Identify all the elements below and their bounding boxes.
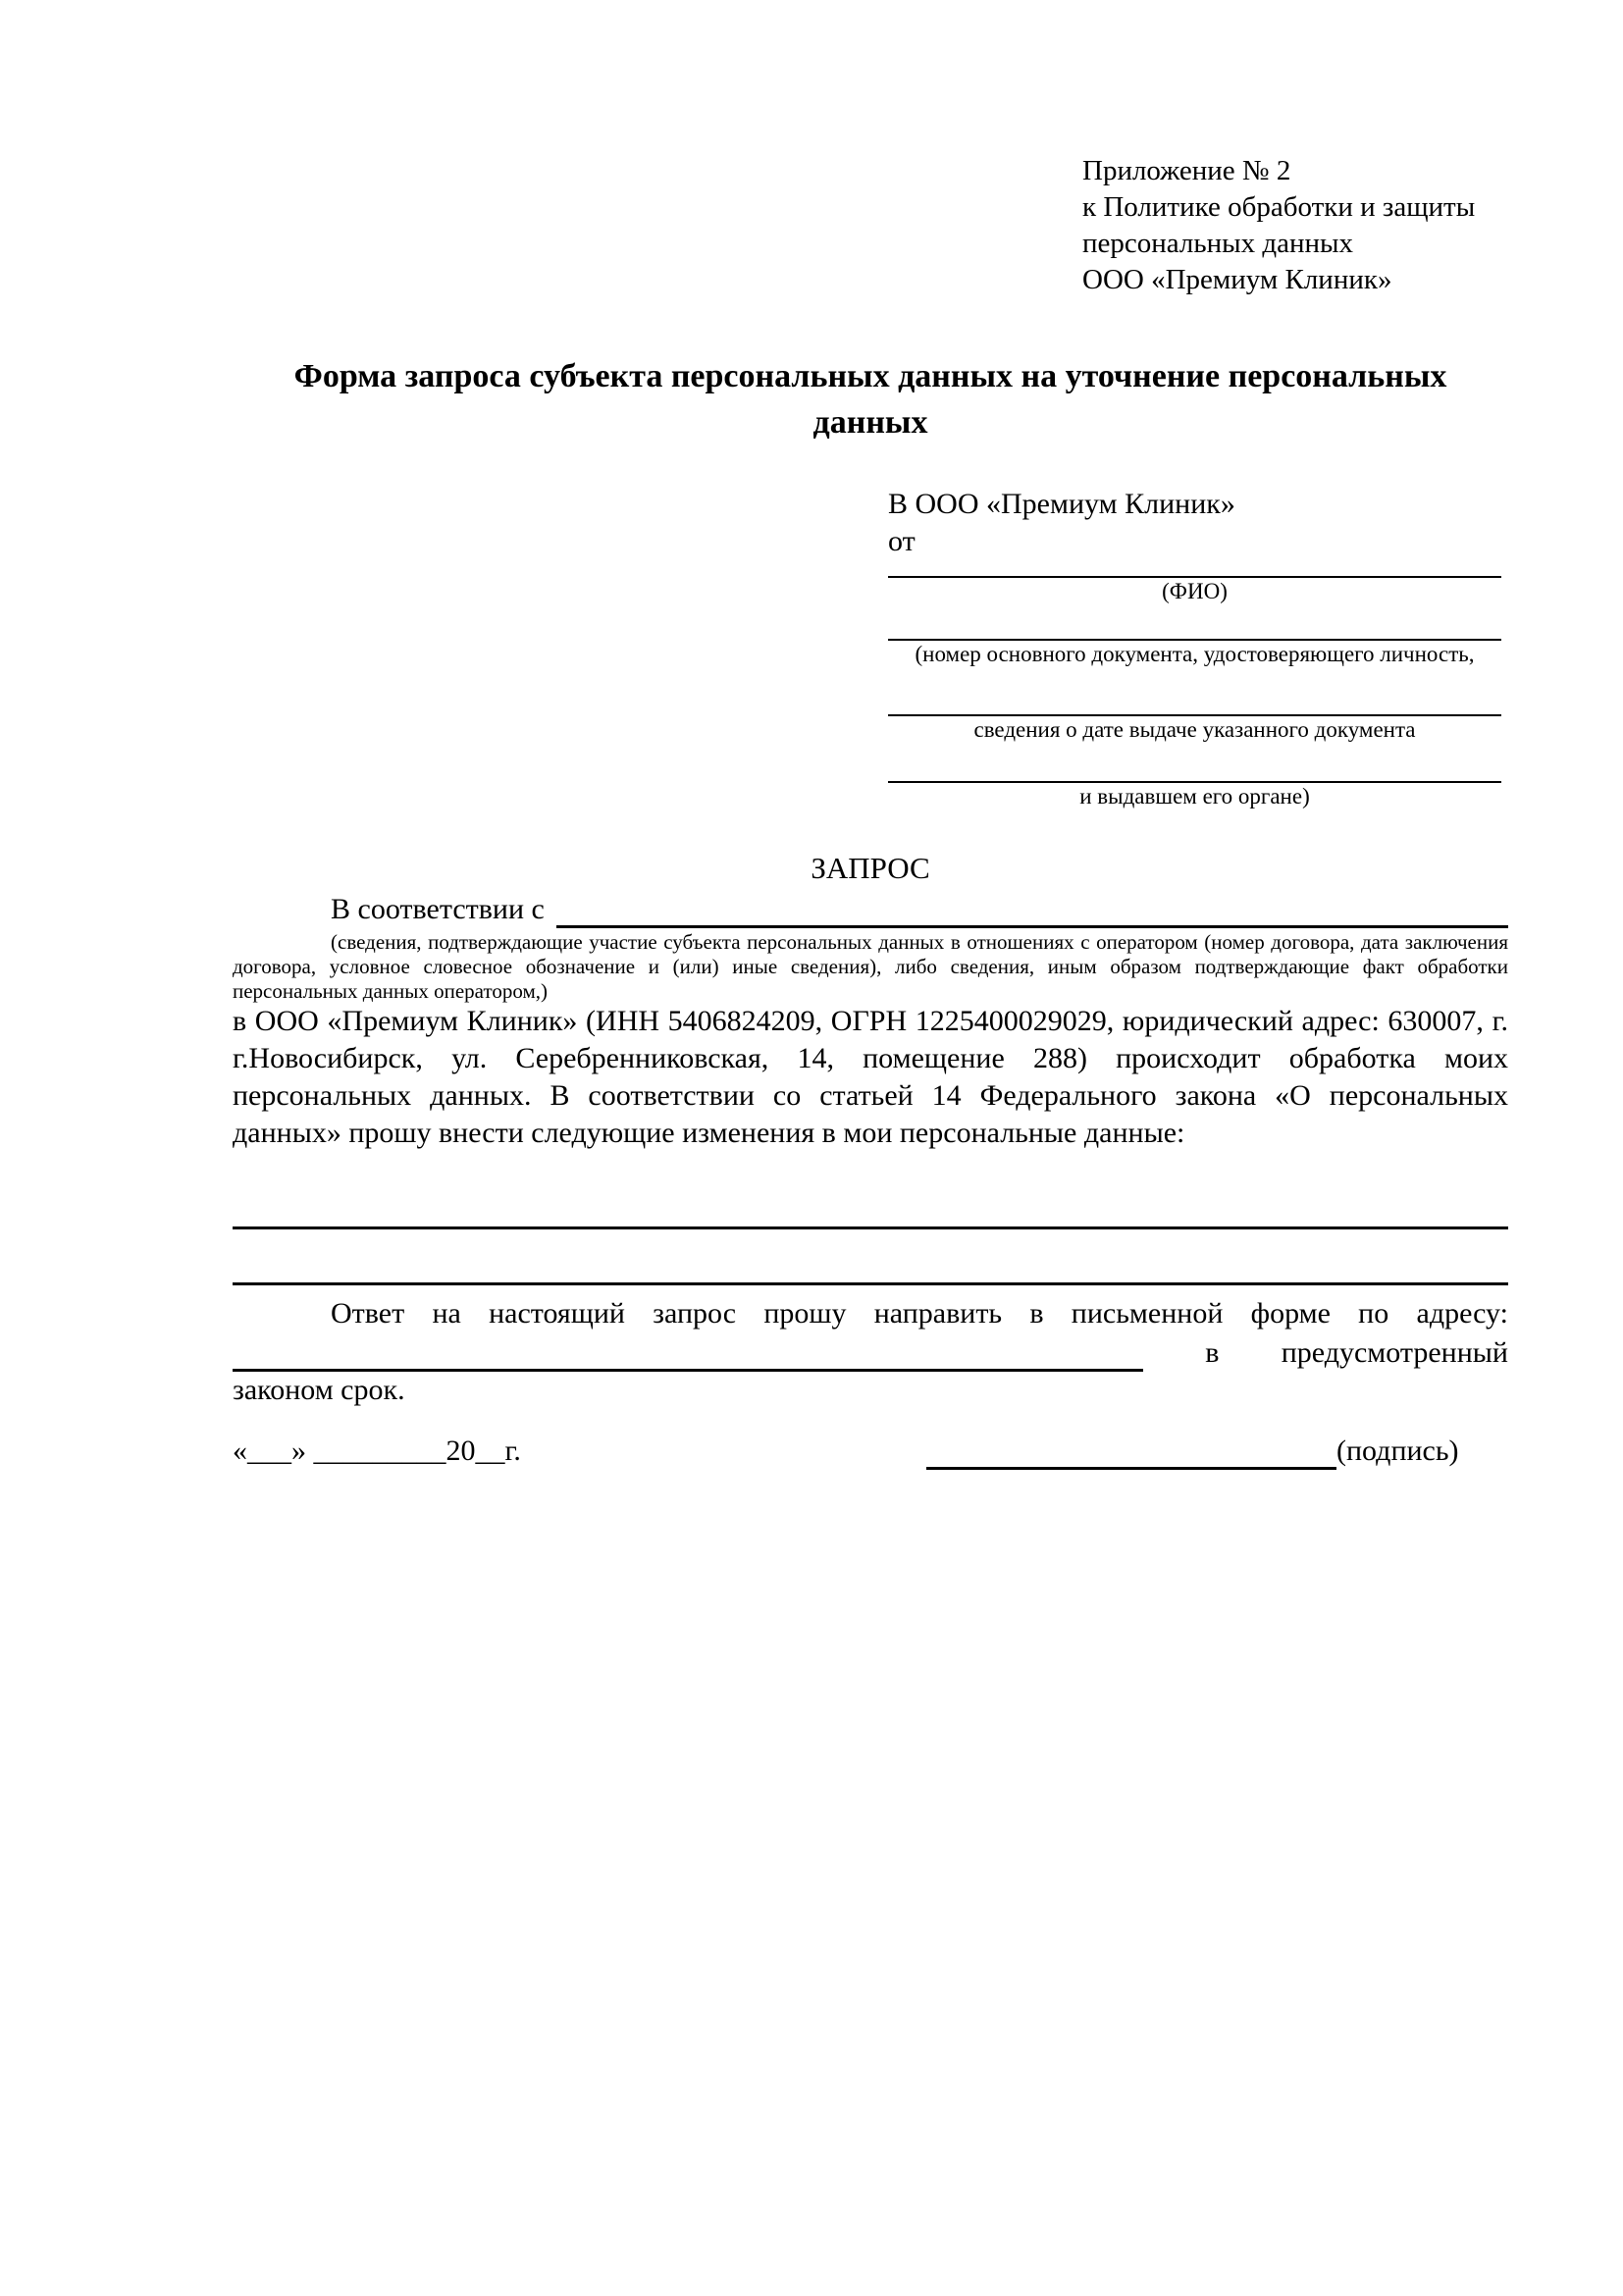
answer-word-v: в	[1205, 1336, 1220, 1369]
accordance-row	[233, 891, 1508, 928]
appendix-line: ООО «Премиум Клиник»	[1082, 264, 1392, 295]
changes-blank-line-1	[233, 1185, 1508, 1229]
appendix-line: к Политике обработки и защиты	[1082, 191, 1476, 223]
signature-row	[233, 1425, 1508, 1472]
appendix-line: персональных данных	[1082, 228, 1354, 259]
accordance-lead-text: В соответствии с	[331, 893, 545, 925]
document-title: Форма запроса субъекта персональных данных на уточнение персональных данных	[293, 358, 1447, 441]
appendix-note	[1082, 153, 1514, 298]
request-heading: ЗАПРОС	[811, 851, 930, 885]
answer-word-predusmotrenny: предусмотренный	[1281, 1336, 1508, 1369]
signature-blank-line	[926, 1435, 1336, 1470]
addressee-to-line: В ООО «Премиум Клиник»	[888, 488, 1235, 520]
signature-group	[926, 1433, 1459, 1470]
accordance-blank-line	[556, 894, 1508, 928]
appendix-line: Приложение № 2	[1082, 155, 1291, 186]
fine-print-note: (сведения, подтверждающие участие субъекта персональных данных в отношениях с оператором (номер договора, дата заключения договора, условное словесное обозначение и (или) иные сведения), либо сведения, иным образом подтверждающие факт обработки персональных данных оператором,)	[233, 930, 1508, 1003]
document-issuer-caption: и выдавшем его органе)	[1079, 784, 1310, 809]
request-body-paragraph: в ООО «Премиум Клиник» (ИНН 5406824209, ОГРН 1225400029029, юридический адрес: 630007, г. г.Новосибирск, ул. Серебренниковская, 14, помещение 288) происходит обработка моих персональных данных. В соответствии со статьей 14 Федерального закона «О персональных данных» прошу внести следующие изменения в мои персональные данные:	[233, 1005, 1508, 1149]
document-issue-date-blank-line	[888, 668, 1501, 716]
document-number-caption: (номер основного документа, удостоверяющего личность,	[915, 642, 1475, 666]
changes-blank-line-2	[233, 1241, 1508, 1285]
answer-line-1: Ответ на настоящий запрос прошу направить в письменной форме по адресу:	[331, 1297, 1508, 1330]
document-number-blank-line	[888, 605, 1501, 641]
answer-line-2	[233, 1332, 1508, 1372]
answer-paragraph	[233, 1295, 1508, 1409]
date-blank: «___» _________20__г.	[233, 1435, 521, 1467]
answer-line-3: законом срок.	[233, 1374, 405, 1406]
fio-caption: (ФИО)	[1162, 579, 1228, 603]
address-blank-line	[233, 1335, 1143, 1372]
signature-caption: (подпись)	[1336, 1435, 1459, 1467]
document-issuer-blank-line	[888, 744, 1501, 783]
fio-blank-line	[888, 560, 1501, 578]
document-issue-date-caption: сведения о дате выдаче указанного документа	[973, 717, 1416, 742]
addressee-block	[888, 486, 1501, 810]
addressee-from-line: от	[888, 525, 916, 557]
